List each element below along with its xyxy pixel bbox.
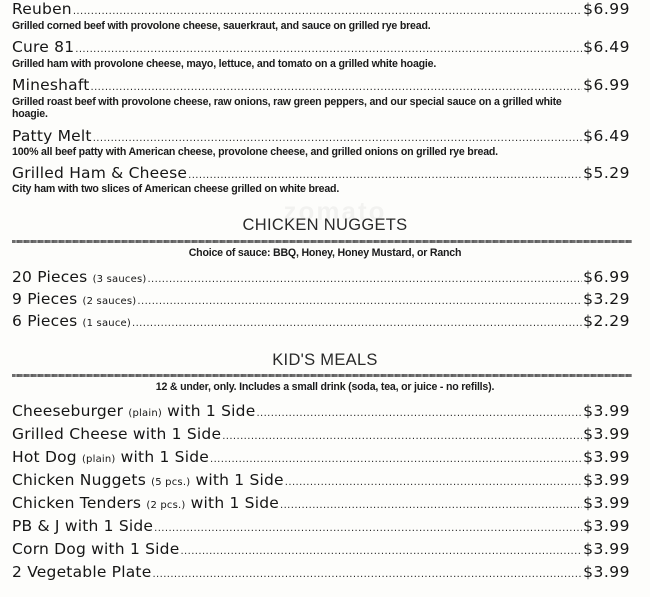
item-name: Hot Dog (plain) with 1 Side xyxy=(12,448,209,466)
item-note: (plain) xyxy=(81,454,116,465)
menu-item-cheeseburger xyxy=(12,402,630,420)
item-name: Reuben xyxy=(12,0,72,18)
item-note: (2 pcs.) xyxy=(146,500,186,511)
item-description: Grilled corned beef with provolone cheese, sauerkraut, and sauce on grilled rye bread. xyxy=(12,20,431,32)
item-price: $3.99 xyxy=(583,402,630,420)
menu-item-vegetable-plate xyxy=(12,563,630,581)
item-name: Patty Melt xyxy=(12,127,92,145)
dot-leader xyxy=(132,318,582,329)
item-price: $3.99 xyxy=(583,563,630,581)
menu-item-patty-melt xyxy=(12,127,630,145)
item-note: (1 sauce) xyxy=(82,318,131,329)
item-name: 2 Vegetable Plate xyxy=(12,563,152,581)
item-note: (3 sauces) xyxy=(92,274,147,285)
section-subtitle: 12 & under, only. Includes a small drink (soda, tea, or juice - no refills). xyxy=(155,381,495,393)
menu-item-chicken-nuggets-kids xyxy=(12,471,630,489)
dot-leader xyxy=(91,82,583,93)
item-price: $3.99 xyxy=(583,448,630,466)
dot-leader xyxy=(137,296,582,307)
item-price: $3.29 xyxy=(583,290,630,308)
menu-item-reuben xyxy=(12,0,630,18)
dot-leader xyxy=(188,170,582,181)
dot-leader xyxy=(256,408,582,419)
item-note: (plain) xyxy=(128,408,162,419)
item-description: 100% all beef patty with American cheese, provolone cheese, and grilled onions on grilled rye bread. xyxy=(12,146,498,158)
dot-leader xyxy=(93,133,582,144)
item-name: Mineshaft xyxy=(12,76,90,94)
item-price: $6.49 xyxy=(583,127,630,145)
dot-leader xyxy=(210,454,582,465)
dot-leader xyxy=(152,569,582,580)
menu-item-20-pieces xyxy=(12,268,630,286)
menu-item-chicken-tenders xyxy=(12,494,630,512)
item-name: Chicken Nuggets (5 pcs.) with 1 Side xyxy=(12,471,284,489)
dot-leader xyxy=(180,546,582,557)
dot-leader xyxy=(75,44,582,55)
item-name: Chicken Tenders (2 pcs.) with 1 Side xyxy=(12,494,279,512)
menu-item-grilled-ham-cheese xyxy=(12,164,630,182)
item-description-continued: hoagie. xyxy=(12,108,48,120)
item-price: $3.99 xyxy=(583,425,630,443)
item-name: Cure 81 xyxy=(12,38,75,56)
section-title-kids-meals: KID'S MEALS xyxy=(272,351,378,369)
item-price: $6.99 xyxy=(583,76,630,94)
section-title-chicken-nuggets: CHICKEN NUGGETS xyxy=(242,216,408,234)
item-description: Grilled roast beef with provolone cheese, raw onions, raw green peppers, and our special sauce on a grilled white xyxy=(12,96,562,108)
menu-item-pb-j xyxy=(12,517,630,535)
menu-item-corn-dog xyxy=(12,540,630,558)
item-price: $6.99 xyxy=(583,0,630,18)
dot-leader xyxy=(280,500,582,511)
item-name: 6 Pieces (1 sauce) xyxy=(12,312,131,330)
item-price: $5.29 xyxy=(583,164,630,182)
menu-item-hot-dog xyxy=(12,448,630,466)
item-name: 20 Pieces (3 sauces) xyxy=(12,268,147,286)
item-name: PB & J with 1 Side xyxy=(12,517,154,535)
dot-leader xyxy=(73,6,582,17)
item-name: Grilled Ham & Cheese xyxy=(12,164,188,182)
section-subtitle: Choice of sauce: BBQ, Honey, Honey Mustard, or Ranch xyxy=(188,247,462,259)
section-divider xyxy=(12,240,632,243)
item-price: $3.99 xyxy=(583,540,630,558)
item-description: City ham with two slices of American cheese grilled on white bread. xyxy=(12,183,340,195)
item-note: (5 pcs.) xyxy=(151,477,191,488)
item-name: 9 Pieces (2 sauces) xyxy=(12,290,137,308)
item-name: Cheeseburger (plain) with 1 Side xyxy=(12,402,256,420)
menu-item-6-pieces xyxy=(12,312,630,330)
dot-leader xyxy=(222,431,582,442)
item-description: Grilled ham with provolone cheese, mayo, lettuce, and tomato on a grilled white hoagie. xyxy=(12,58,437,70)
item-price: $6.49 xyxy=(583,38,630,56)
item-note: (2 sauces) xyxy=(82,296,137,307)
menu-item-grilled-cheese xyxy=(12,425,630,443)
item-price: $6.99 xyxy=(583,268,630,286)
dot-leader xyxy=(147,274,582,285)
item-name: Grilled Cheese with 1 Side xyxy=(12,425,222,443)
item-price: $3.99 xyxy=(583,494,630,512)
item-name: Corn Dog with 1 Side xyxy=(12,540,180,558)
item-price: $3.99 xyxy=(583,517,630,535)
item-price: $2.29 xyxy=(583,312,630,330)
menu-item-9-pieces xyxy=(12,290,630,308)
section-divider xyxy=(12,374,632,377)
menu-item-cure-81 xyxy=(12,38,630,56)
menu-item-mineshaft xyxy=(12,76,630,94)
item-price: $3.99 xyxy=(583,471,630,489)
dot-leader xyxy=(285,477,582,488)
dot-leader xyxy=(154,523,582,534)
